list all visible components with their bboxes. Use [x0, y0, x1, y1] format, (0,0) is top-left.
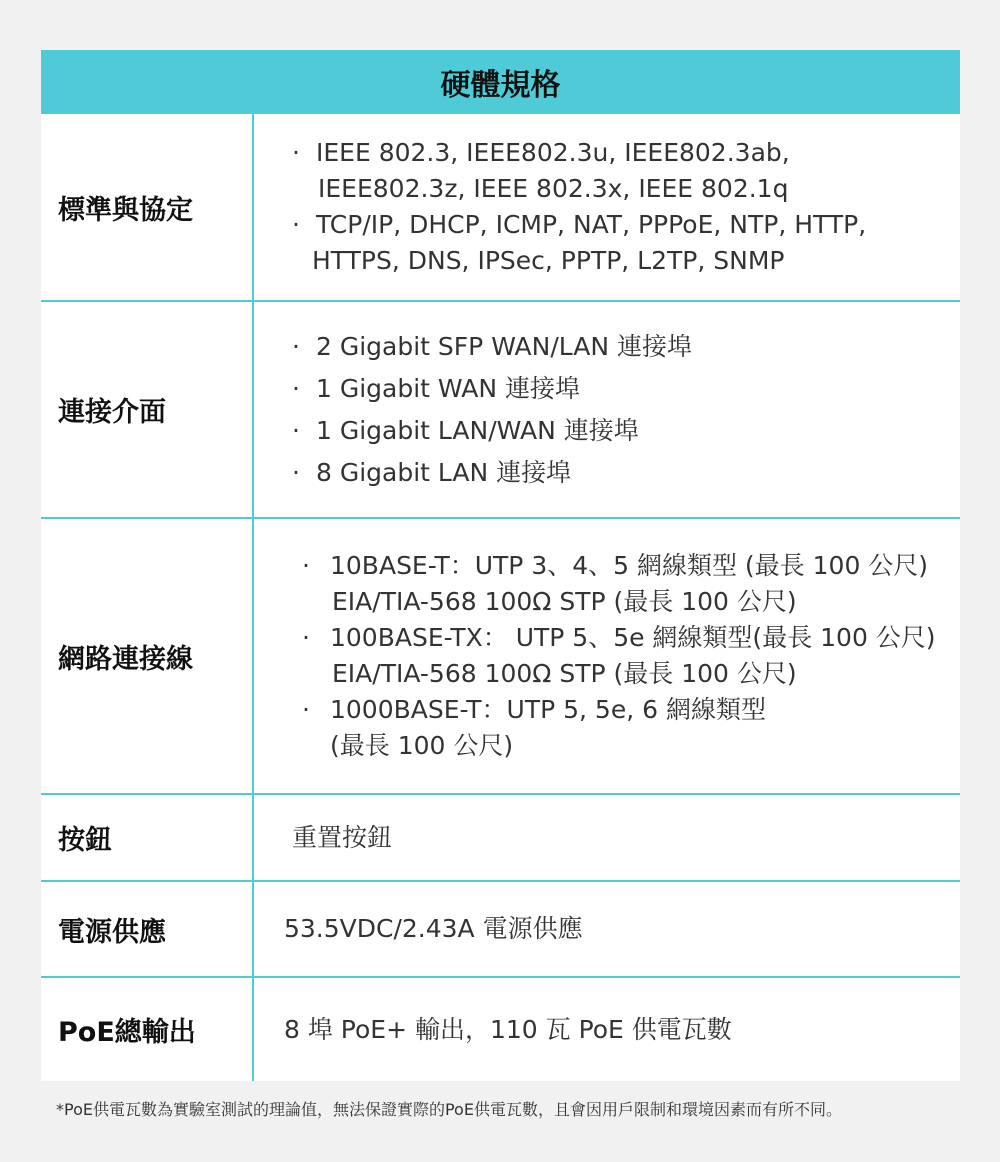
item-text: IEEE802.3z, IEEE 802.3x, IEEE 802.1q	[318, 174, 789, 203]
row-label: PoE總輸出	[41, 978, 254, 1081]
row-value	[254, 795, 960, 880]
row-value	[254, 882, 960, 976]
item-text: 1 Gigabit LAN/WAN 連接埠	[316, 415, 639, 445]
item-text: 100BASE-TX： UTP 5、5e 網線類型(最長 100 公尺)	[330, 623, 936, 652]
list-item	[254, 207, 960, 279]
item-text: 2 Gigabit SFP WAN/LAN 連接埠	[316, 331, 693, 361]
item-text: 1000BASE-T：UTP 5, 5e, 6 網線類型	[330, 695, 766, 724]
bullet-icon: ·	[292, 457, 300, 487]
bullet-icon: ·	[302, 623, 310, 652]
row-label: 按鈕	[41, 795, 254, 880]
list-item	[254, 326, 960, 368]
bullet-icon: ·	[292, 138, 300, 167]
row-value	[254, 978, 960, 1081]
list-item	[254, 135, 960, 207]
item-text: 1 Gigabit WAN 連接埠	[316, 373, 581, 403]
row-poe	[41, 978, 960, 1081]
list-item	[254, 368, 960, 410]
bullet-icon: ·	[292, 210, 300, 239]
row-value	[254, 302, 960, 517]
bullet-icon: ·	[292, 415, 300, 445]
list-item	[254, 548, 960, 620]
bullet-icon: ·	[292, 373, 300, 403]
row-label: 連接介面	[41, 302, 254, 517]
row-value	[254, 114, 960, 300]
list-item	[254, 410, 960, 452]
row-value-text: 8 埠 PoE+ 輸出，110 瓦 PoE 供電瓦數	[284, 1014, 732, 1044]
item-text: IEEE 802.3, IEEE802.3u, IEEE802.3ab,	[316, 138, 790, 167]
list-item	[254, 620, 960, 692]
item-text: EIA/TIA-568 100Ω STP (最長 100 公尺)	[332, 587, 797, 616]
footnote: *PoE供電瓦數為實驗室測試的理論值，無法保證實際的PoE供電瓦數，且會因用戶限制和環境因素而有所不同。	[56, 1100, 842, 1119]
row-standards	[41, 114, 960, 302]
list-item	[254, 692, 960, 764]
row-buttons	[41, 795, 960, 882]
item-text: (最長 100 公尺)	[330, 731, 514, 760]
row-label: 網路連接線	[41, 519, 254, 793]
row-value-text: 重置按鈕	[292, 822, 393, 852]
row-value	[254, 519, 960, 793]
bullet-icon: ·	[302, 551, 310, 580]
list-item	[254, 452, 960, 494]
item-text: 8 Gigabit LAN 連接埠	[316, 457, 572, 487]
bullet-icon: ·	[302, 695, 310, 724]
hardware-spec-table	[41, 50, 960, 1081]
bullet-icon: ·	[292, 331, 300, 361]
item-text: HTTPS, DNS, IPSec, PPTP, L2TP, SNMP	[312, 246, 785, 275]
row-label: 標準與協定	[41, 114, 254, 300]
item-text: 10BASE-T：UTP 3、4、5 網線類型 (最長 100 公尺)	[330, 551, 929, 580]
row-value-text: 53.5VDC/2.43A 電源供應	[284, 914, 583, 943]
row-power	[41, 882, 960, 978]
row-interfaces	[41, 302, 960, 519]
row-cabling	[41, 519, 960, 795]
row-label: 電源供應	[41, 882, 254, 976]
item-text: TCP/IP, DHCP, ICMP, NAT, PPPoE, NTP, HTTP,	[316, 210, 867, 239]
table-title: 硬體規格	[41, 50, 960, 114]
item-text: EIA/TIA-568 100Ω STP (最長 100 公尺)	[332, 659, 797, 688]
